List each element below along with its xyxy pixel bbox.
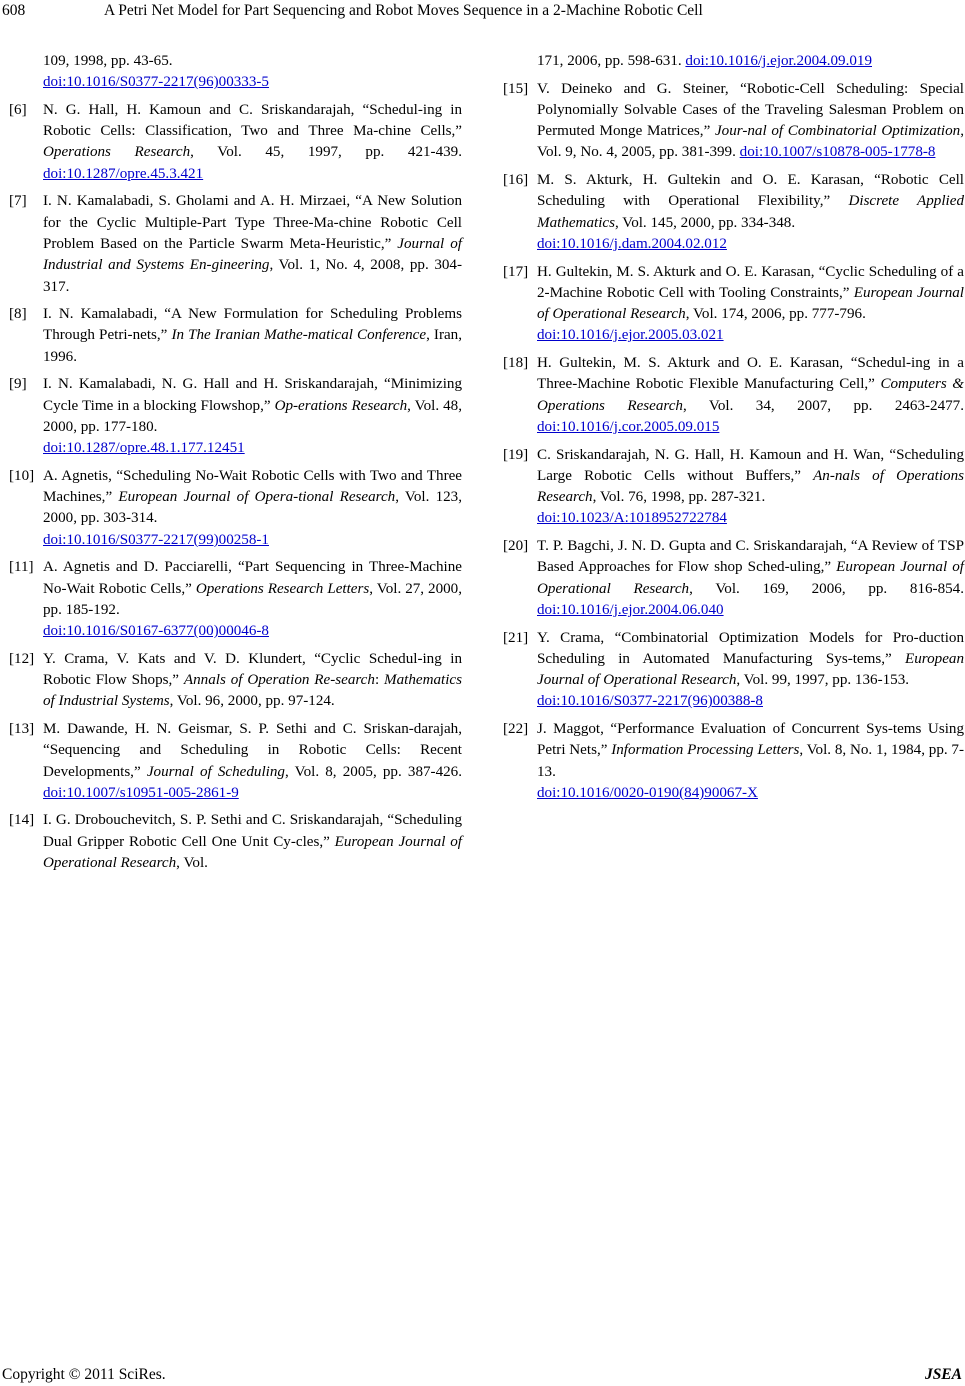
doi-link[interactable]: doi:10.1016/0020-0190(84)90067-X	[537, 784, 758, 801]
reference-authors-title: T. P. Bagchi, J. N. D. Gupta and C. Sriskandarajah, “A Review of TSP Based Approaches for Flow shop Sched-uling,”	[537, 538, 964, 576]
reference-authors-title: J. Maggot, “Performance Evaluation of Concurrent Sys-tems Using Petri Nets,”	[537, 720, 964, 759]
reference-journal: European Journal of Operational Research	[537, 559, 964, 597]
reference-text	[43, 466, 462, 551]
doi-link[interactable]: doi:10.1016/S0377-2217(96)00388-8	[537, 693, 763, 710]
reference-number: [9]	[9, 376, 27, 393]
reference-number: [22]	[503, 720, 529, 737]
reference-details: , Iran, 1996.	[43, 327, 462, 365]
reference-item	[503, 536, 964, 621]
continuation-text: 109, 1998, pp. 43-65.	[43, 53, 173, 69]
reference-list	[9, 100, 462, 874]
reference-journal: Information Processing Letters	[611, 742, 800, 759]
doi-link[interactable]: doi:10.1007/s10951-005-2861-9	[43, 784, 239, 801]
reference-number: [18]	[503, 355, 529, 372]
reference-details: , Vol. 8, 2005, pp. 387-426.	[284, 763, 463, 780]
doi-link[interactable]: doi:10.1016/j.cor.2005.09.015	[537, 418, 720, 435]
reference-authors-title: M. S. Akturk, H. Gultekin and O. E. Karasan, “Robotic Cell Scheduling with Operational Flexibility,”	[537, 172, 964, 210]
reference-item	[9, 649, 462, 713]
reference-text	[43, 100, 462, 185]
reference-text	[537, 170, 964, 255]
doi-link[interactable]: doi:10.1287/opre.48.1.177.12451	[43, 440, 245, 457]
continuation-text: 171, 2006, pp. 598-631.	[537, 53, 686, 69]
doi-link[interactable]: doi:10.1016/S0167-6377(00)00046-8	[43, 623, 269, 640]
reference-text	[537, 628, 964, 713]
reference-item	[503, 353, 964, 438]
reference-list	[503, 79, 964, 805]
reference-text	[43, 810, 462, 874]
reference-text	[537, 536, 964, 621]
reference-authors-title: I. N. Kamalabadi, “A New Formulation for Scheduling Problems Through Petri-nets,”	[43, 306, 462, 344]
reference-text	[537, 445, 964, 530]
reference-item	[9, 374, 462, 459]
reference-authors-title: I. G. Drobouchevitch, S. P. Sethi and C. Sriskandarajah, “Scheduling Dual Gripper Robotic Cell One Unit Cy-cles,”	[43, 812, 462, 850]
reference-journal: European Journal of Operational Research	[537, 284, 964, 323]
reference-number: [15]	[503, 80, 529, 97]
reference-details: , Vol. 48, 2000, pp. 177-180.	[43, 397, 462, 435]
reference-authors-title: V. Deineko and G. Steiner, “Robotic-Cell Scheduling: Special Polynomially Solvable Cases of the Traveling Salesman Problem on Permuted Monge Matrices,”	[537, 80, 964, 140]
reference-details: , Vol. 96, 2000, pp. 97-124.	[169, 693, 335, 710]
reference-item	[9, 810, 462, 874]
reference-item	[9, 304, 462, 368]
reference-text	[43, 557, 462, 642]
reference-journal: Operations Research Letters	[195, 580, 370, 597]
reference-details: , Vol. 27, 2000, pp. 185-192.	[43, 580, 463, 618]
reference-authors-title: A. Agnetis, “Scheduling No-Wait Robotic Cells with Two and Three Machines,”	[43, 467, 462, 506]
reference-number: [10]	[9, 467, 35, 484]
reference-item	[9, 191, 462, 297]
continuation-ref	[503, 51, 964, 72]
reference-authors-title: A. Agnetis and D. Pacciarelli, “Part Sequencing in Three-Machine No-Wait Robotic Cells,”	[43, 559, 462, 597]
reference-details: , Vol.	[176, 855, 208, 872]
reference-authors-title: H. Gultekin, M. S. Akturk and O. E. Karasan, “Schedul-ing in a Three-Machine Robotic Flexible Manufacturing Cell,”	[537, 355, 964, 393]
reference-details: , Vol. 1, No. 4, 2008, pp. 304-317.	[43, 257, 462, 295]
reference-item	[9, 719, 462, 804]
reference-authors-title: I. N. Kamalabadi, S. Gholami and A. H. Mirzaei, “A New Solution for the Cyclic Multiple-Part Type Three-Ma-chine Robotic Cell Problem Based on the Particle Swarm Meta-Heuristic,”	[43, 193, 462, 252]
reference-item	[503, 628, 964, 713]
reference-journal: European Journal of Opera-tional Research	[118, 489, 396, 506]
continuation-ref	[9, 51, 462, 94]
reference-journal-subtitle: Mathematics of Industrial Systems	[43, 672, 462, 710]
doi-link[interactable]: doi:10.1016/j.dam.2004.02.012	[537, 235, 727, 252]
reference-authors-title: C. Sriskandarajah, N. G. Hall, H. Kamoun and H. Wan, “Scheduling Large Robotic Cells without Buffers,”	[537, 446, 964, 484]
reference-details: , Vol. 145, 2000, pp. 334-348.	[614, 214, 796, 231]
reference-details: , Vol. 34, 2007, pp. 2463-2477.	[682, 397, 964, 414]
reference-number: [8]	[9, 306, 27, 323]
reference-item	[9, 100, 462, 185]
reference-details: , Vol. 9, No. 4, 2005, pp. 381-399.	[537, 123, 964, 161]
reference-details: :	[374, 672, 385, 689]
reference-number: [12]	[9, 650, 35, 667]
doi-link[interactable]: doi:10.1016/S0377-2217(96)00333-5	[43, 74, 269, 91]
doi-link[interactable]: doi:10.1287/opre.45.3.421	[43, 165, 204, 182]
reference-journal: An-nals of Operations Research	[537, 467, 964, 506]
reference-authors-title: M. Dawande, H. N. Geismar, S. P. Sethi and C. Sriskan-darajah, “Sequencing and Scheduling in Robotic Cells: Recent Developments,”	[43, 720, 462, 780]
running-title: A Petri Net Model for Part Sequencing and Robot Moves Sequence in a 2-Machine Robotic Cell	[104, 2, 703, 19]
journal-abbrev: JSEA	[924, 1366, 962, 1383]
reference-details: , Vol. 99, 1997, pp. 136-153.	[736, 672, 910, 689]
doi-link[interactable]: doi:10.1016/j.ejor.2004.06.040	[537, 601, 724, 618]
reference-journal: Journal of Scheduling	[146, 763, 285, 780]
reference-journal: Op-erations Research	[274, 397, 408, 414]
reference-text	[43, 304, 462, 368]
reference-number: [16]	[503, 172, 529, 189]
reference-journal: Journal of Industrial and Systems En-gineering	[43, 235, 462, 274]
reference-number: [13]	[9, 720, 35, 737]
right-column	[503, 51, 964, 810]
reference-item	[9, 557, 462, 642]
reference-details: , Vol. 76, 1998, pp. 287-321.	[592, 489, 766, 506]
reference-journal: Computers & Operations Research	[537, 376, 964, 414]
reference-item	[503, 262, 964, 347]
page-number: 608	[2, 2, 26, 19]
reference-text	[43, 649, 462, 713]
doi-link[interactable]: doi:10.1023/A:1018952722784	[537, 510, 727, 527]
reference-journal: Jour-nal of Combinatorial Optimization	[714, 123, 961, 140]
reference-number: [20]	[503, 538, 529, 555]
reference-item	[9, 466, 462, 551]
reference-text	[43, 719, 462, 804]
reference-journal: In The Iranian Mathe-matical Conference	[171, 327, 427, 344]
reference-text	[43, 191, 462, 297]
reference-journal: European Journal of Operational Research	[537, 650, 964, 689]
reference-item	[503, 170, 964, 255]
reference-text	[537, 262, 964, 347]
reference-journal: European Journal of Operational Research	[43, 833, 462, 872]
left-column	[9, 51, 462, 881]
doi-link[interactable]: doi:10.1007/s10878-005-1778-8	[739, 144, 936, 161]
reference-number: [6]	[9, 101, 27, 118]
reference-number: [11]	[9, 559, 34, 576]
doi-link[interactable]: doi:10.1016/j.ejor.2004.09.019	[685, 53, 872, 69]
reference-number: [17]	[503, 263, 529, 280]
reference-journal: Operations Research	[43, 144, 191, 161]
reference-number: [19]	[503, 446, 529, 463]
reference-details: , Vol. 174, 2006, pp. 777-796.	[685, 306, 866, 323]
reference-item	[503, 445, 964, 530]
reference-number: [14]	[9, 812, 35, 829]
reference-item	[503, 719, 964, 804]
reference-authors-title: I. N. Kamalabadi, N. G. Hall and H. Sriskandarajah, “Minimizing Cycle Time in a blocking Flowshop,”	[43, 376, 462, 414]
reference-number: [21]	[503, 629, 529, 646]
reference-text	[43, 374, 462, 459]
doi-link[interactable]: doi:10.1016/j.ejor.2005.03.021	[537, 327, 724, 344]
copyright-notice: Copyright © 2011 SciRes.	[2, 1366, 166, 1383]
reference-authors-title: Y. Crama, “Combinatorial Optimization Models for Pro-duction Scheduling in Automated Manufacturing Sys-tems,”	[537, 629, 964, 667]
reference-details: , Vol. 169, 2006, pp. 816-854.	[689, 580, 964, 597]
reference-authors-title: H. Gultekin, M. S. Akturk and O. E. Karasan, “Cyclic Scheduling of a 2-Machine Robotic Cell with Tooling Constraints,”	[537, 263, 964, 301]
doi-link[interactable]: doi:10.1016/S0377-2217(99)00258-1	[43, 531, 269, 548]
reference-text	[537, 719, 964, 804]
reference-number: [7]	[9, 193, 27, 210]
reference-details: , Vol. 8, No. 1, 1984, pp. 7-13.	[537, 742, 964, 780]
reference-item	[503, 79, 964, 164]
reference-journal: Discrete Applied Mathematics	[537, 193, 964, 231]
reference-details: , Vol. 123, 2000, pp. 303-314.	[43, 489, 462, 527]
reference-authors-title: Y. Crama, V. Kats and V. D. Klundert, “Cyclic Schedul-ing in Robotic Flow Shops,”	[43, 650, 462, 689]
reference-journal: Annals of Operation Re-search	[183, 672, 375, 689]
page-header	[0, 0, 965, 24]
reference-text	[537, 353, 964, 438]
reference-authors-title: N. G. Hall, H. Kamoun and C. Sriskandarajah, “Schedul-ing in Robotic Cells: Classification, Two and Three Ma-chine Cells,”	[43, 101, 462, 140]
reference-text	[537, 79, 964, 164]
reference-details: , Vol. 45, 1997, pp. 421-439.	[190, 144, 462, 161]
